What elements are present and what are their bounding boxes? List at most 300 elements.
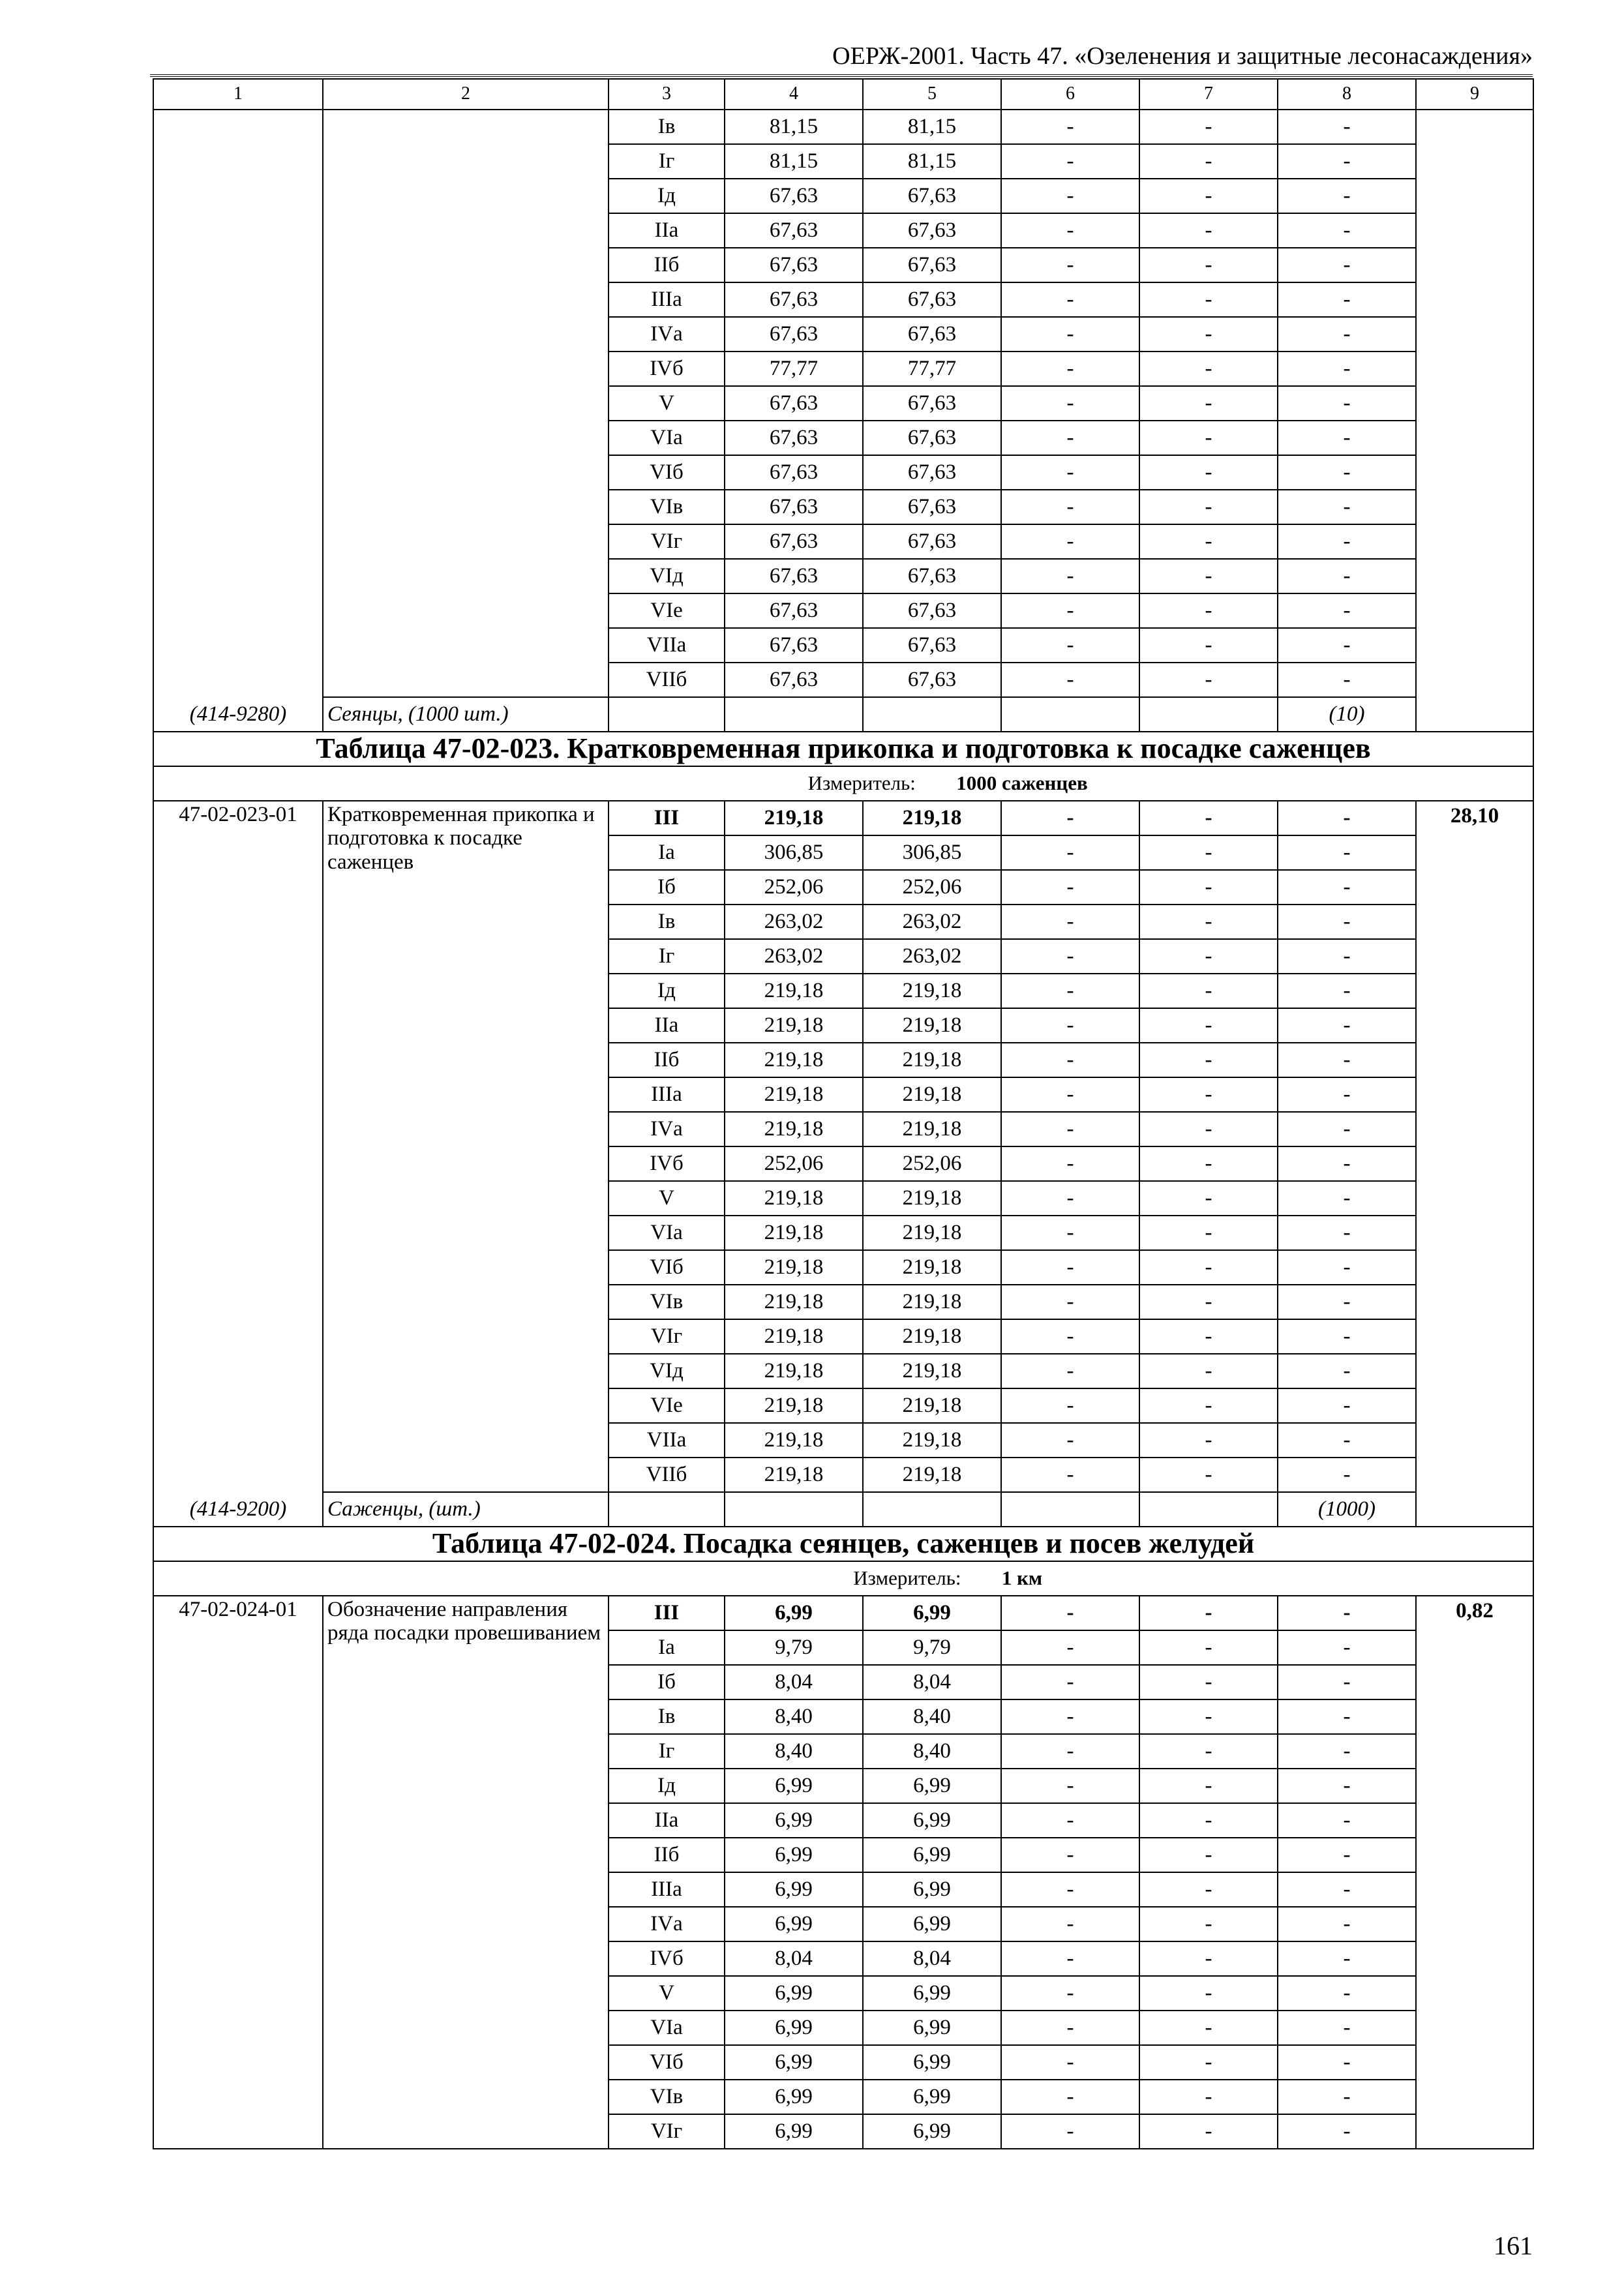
machine-cell: - (1001, 1008, 1139, 1043)
driver-wage-cell: - (1139, 144, 1278, 179)
empty-cell (609, 697, 725, 732)
wage-cell: 6,99 (863, 1907, 1001, 1941)
total-cost-cell: 67,63 (725, 317, 863, 352)
empty-cell (863, 1492, 1001, 1527)
zone-cell: VIа (609, 1216, 725, 1250)
code-cell (153, 1596, 323, 2149)
machine-cell: - (1001, 835, 1139, 870)
zone-cell: IVа (609, 317, 725, 352)
wage-cell: 6,99 (863, 1838, 1001, 1872)
total-cost-cell: 219,18 (725, 1423, 863, 1458)
zone-cell: Iб (609, 1665, 725, 1699)
zone-cell: III (609, 801, 725, 835)
total-cost-cell: 67,63 (725, 421, 863, 455)
column-number: 4 (725, 79, 863, 110)
driver-wage-cell: - (1139, 1699, 1278, 1734)
zone-cell: IIб (609, 1043, 725, 1077)
wage-cell: 219,18 (863, 1077, 1001, 1112)
driver-wage-cell: - (1139, 1146, 1278, 1181)
wage-cell: 67,63 (863, 663, 1001, 697)
resource-row (153, 1492, 1533, 1527)
driver-wage-cell: - (1139, 1077, 1278, 1112)
wage-cell: 219,18 (863, 1319, 1001, 1354)
zone-cell: IIа (609, 1803, 725, 1838)
wage-cell: 219,18 (863, 1388, 1001, 1423)
total-cost-cell: 219,18 (725, 1285, 863, 1319)
driver-wage-cell: - (1139, 1803, 1278, 1838)
driver-wage-cell: - (1139, 1008, 1278, 1043)
wage-cell: 263,02 (863, 939, 1001, 974)
zone-cell: VIа (609, 421, 725, 455)
wage-cell: 8,04 (863, 1665, 1001, 1699)
wage-cell: 219,18 (863, 1043, 1001, 1077)
driver-wage-cell: - (1139, 593, 1278, 628)
materials-cell: - (1278, 939, 1416, 974)
machine-cell: - (1001, 1976, 1139, 2011)
wage-cell: 6,99 (863, 1976, 1001, 2011)
machine-cell: - (1001, 905, 1139, 939)
wage-cell: 67,63 (863, 179, 1001, 213)
driver-wage-cell: - (1139, 248, 1278, 282)
machine-cell: - (1001, 1769, 1139, 1803)
resource-name-cell (323, 697, 609, 732)
wage-cell: 8,40 (863, 1699, 1001, 1734)
zone-cell: III (609, 1596, 725, 1630)
column-number-row (153, 79, 1533, 110)
materials-cell: - (1278, 801, 1416, 835)
wage-cell: 219,18 (863, 974, 1001, 1008)
machine-cell: - (1001, 1907, 1139, 1941)
wage-cell: 219,18 (863, 1250, 1001, 1285)
wage-cell: 77,77 (863, 352, 1001, 386)
materials-cell: - (1278, 593, 1416, 628)
zone-cell: Iа (609, 1630, 725, 1665)
driver-wage-cell: - (1139, 628, 1278, 663)
materials-cell: - (1278, 1458, 1416, 1492)
wage-cell: 67,63 (863, 282, 1001, 317)
driver-wage-cell: - (1139, 1250, 1278, 1285)
rate-description: Кратковременная прикопка и подготовка к посадке саженцев (327, 803, 595, 874)
total-cost-cell: 9,79 (725, 1630, 863, 1665)
description-cell (323, 801, 609, 1492)
table-title: Таблица 47-02-024. Посадка сеянцев, саженцев и посев желудей (153, 1527, 1533, 1561)
materials-cell: - (1278, 1285, 1416, 1319)
machine-cell: - (1001, 1388, 1139, 1423)
driver-wage-cell: - (1139, 317, 1278, 352)
labor-cell (1416, 110, 1533, 732)
materials-cell: - (1278, 1354, 1416, 1388)
machine-cell: - (1001, 1043, 1139, 1077)
driver-wage-cell: - (1139, 1769, 1278, 1803)
driver-wage-cell: - (1139, 2045, 1278, 2080)
wage-cell: 219,18 (863, 1458, 1001, 1492)
materials-cell: - (1278, 1907, 1416, 1941)
machine-cell: - (1001, 939, 1139, 974)
column-number: 5 (863, 79, 1001, 110)
materials-cell: - (1278, 1838, 1416, 1872)
measure-cell (153, 766, 1533, 801)
materials-cell: - (1278, 213, 1416, 248)
wage-cell: 67,63 (863, 455, 1001, 490)
driver-wage-cell: - (1139, 559, 1278, 593)
driver-wage-cell: - (1139, 2114, 1278, 2149)
wage-cell: 219,18 (863, 1181, 1001, 1216)
zone-cell: VIд (609, 1354, 725, 1388)
materials-cell: - (1278, 2114, 1416, 2149)
column-number: 8 (1278, 79, 1416, 110)
materials-cell: - (1278, 1596, 1416, 1630)
resource-quantity: (1000) (1318, 1497, 1376, 1521)
wage-cell: 6,99 (863, 2045, 1001, 2080)
zone-cell: VIе (609, 1388, 725, 1423)
column-number: 3 (609, 79, 725, 110)
driver-wage-cell: - (1139, 974, 1278, 1008)
driver-wage-cell: - (1139, 870, 1278, 905)
total-cost-cell: 6,99 (725, 1596, 863, 1630)
total-cost-cell: 6,99 (725, 2045, 863, 2080)
resource-qty-cell (1278, 697, 1416, 732)
machine-cell: - (1001, 1630, 1139, 1665)
wage-cell: 67,63 (863, 248, 1001, 282)
machine-cell: - (1001, 1699, 1139, 1734)
materials-cell: - (1278, 455, 1416, 490)
wage-cell: 219,18 (863, 1008, 1001, 1043)
total-cost-cell: 6,99 (725, 1976, 863, 2011)
driver-wage-cell: - (1139, 1907, 1278, 1941)
wage-cell: 6,99 (863, 1872, 1001, 1907)
wage-cell: 9,79 (863, 1630, 1001, 1665)
driver-wage-cell: - (1139, 213, 1278, 248)
driver-wage-cell: - (1139, 663, 1278, 697)
zone-cell: Iб (609, 870, 725, 905)
description-cell (323, 110, 609, 697)
driver-wage-cell: - (1139, 1872, 1278, 1907)
driver-wage-cell: - (1139, 1181, 1278, 1216)
machine-cell: - (1001, 1285, 1139, 1319)
total-cost-cell: 67,63 (725, 593, 863, 628)
total-cost-cell: 67,63 (725, 179, 863, 213)
machine-cell: - (1001, 974, 1139, 1008)
zone-cell: VIIб (609, 663, 725, 697)
resource-name: Саженцы, (шт.) (327, 1497, 481, 1521)
driver-wage-cell: - (1139, 1976, 1278, 2011)
materials-cell: - (1278, 1423, 1416, 1458)
machine-cell: - (1001, 2114, 1139, 2149)
resource-qty-cell (1278, 1492, 1416, 1527)
zone-cell: IVа (609, 1907, 725, 1941)
zone-cell: IIа (609, 1008, 725, 1043)
machine-cell: - (1001, 663, 1139, 697)
zone-cell: VIб (609, 1250, 725, 1285)
wage-cell: 6,99 (863, 1596, 1001, 1630)
total-cost-cell: 8,40 (725, 1699, 863, 1734)
measure-value: 1000 саженцев (956, 771, 1088, 795)
total-cost-cell: 219,18 (725, 1388, 863, 1423)
machine-cell: - (1001, 801, 1139, 835)
materials-cell: - (1278, 1112, 1416, 1146)
materials-cell: - (1278, 870, 1416, 905)
total-cost-cell: 67,63 (725, 213, 863, 248)
zone-cell: IIб (609, 1838, 725, 1872)
wage-cell: 67,63 (863, 559, 1001, 593)
measure-row (153, 766, 1533, 801)
zone-cell: IIIа (609, 282, 725, 317)
total-cost-cell: 6,99 (725, 2011, 863, 2045)
materials-cell: - (1278, 1941, 1416, 1976)
driver-wage-cell: - (1139, 1596, 1278, 1630)
materials-cell: - (1278, 2080, 1416, 2114)
wage-cell: 219,18 (863, 1112, 1001, 1146)
materials-cell: - (1278, 1388, 1416, 1423)
materials-cell: - (1278, 386, 1416, 421)
machine-cell: - (1001, 2045, 1139, 2080)
rate-description: Обозначение направления ряда посадки провешиванием (327, 1598, 601, 1645)
total-cost-cell: 67,63 (725, 455, 863, 490)
machine-cell: - (1001, 1077, 1139, 1112)
machine-cell: - (1001, 1112, 1139, 1146)
wage-cell: 81,15 (863, 144, 1001, 179)
wage-cell: 67,63 (863, 213, 1001, 248)
page-number: 161 (1494, 2231, 1533, 2260)
wage-cell: 67,63 (863, 628, 1001, 663)
machine-cell: - (1001, 1354, 1139, 1388)
table-title: Таблица 47-02-023. Кратковременная прикопка и подготовка к посадке саженцев (153, 732, 1533, 766)
wage-cell: 219,18 (863, 1423, 1001, 1458)
driver-wage-cell: - (1139, 1354, 1278, 1388)
driver-wage-cell: - (1139, 2011, 1278, 2045)
materials-cell: - (1278, 2011, 1416, 2045)
wage-cell: 8,04 (863, 1941, 1001, 1976)
zone-cell: VIIа (609, 628, 725, 663)
wage-cell: 6,99 (863, 2080, 1001, 2114)
driver-wage-cell: - (1139, 352, 1278, 386)
total-cost-cell: 67,63 (725, 248, 863, 282)
wage-cell: 219,18 (863, 1285, 1001, 1319)
machine-cell: - (1001, 1838, 1139, 1872)
zone-cell: VIв (609, 490, 725, 524)
table-title-row (153, 732, 1533, 766)
total-cost-cell: 6,99 (725, 1907, 863, 1941)
materials-cell: - (1278, 663, 1416, 697)
empty-cell (863, 697, 1001, 732)
wage-cell: 306,85 (863, 835, 1001, 870)
machine-cell: - (1001, 386, 1139, 421)
rate-code: 47-02-023-01 (179, 803, 297, 826)
total-cost-cell: 67,63 (725, 663, 863, 697)
zone-cell: IIIа (609, 1077, 725, 1112)
machine-cell: - (1001, 317, 1139, 352)
total-cost-cell: 67,63 (725, 490, 863, 524)
wage-cell: 219,18 (863, 1216, 1001, 1250)
driver-wage-cell: - (1139, 1941, 1278, 1976)
machine-cell: - (1001, 248, 1139, 282)
machine-cell: - (1001, 870, 1139, 905)
driver-wage-cell: - (1139, 1112, 1278, 1146)
machine-cell: - (1001, 1319, 1139, 1354)
materials-cell: - (1278, 1976, 1416, 2011)
total-cost-cell: 219,18 (725, 1250, 863, 1285)
column-number: 2 (323, 79, 609, 110)
materials-cell: - (1278, 1319, 1416, 1354)
machine-cell: - (1001, 1803, 1139, 1838)
materials-cell: - (1278, 248, 1416, 282)
zone-cell: VIд (609, 559, 725, 593)
total-cost-cell: 8,40 (725, 1734, 863, 1769)
materials-cell: - (1278, 1146, 1416, 1181)
measure-label: Измеритель: (853, 1566, 961, 1590)
zone-cell: V (609, 1181, 725, 1216)
zone-cell: VIа (609, 2011, 725, 2045)
machine-cell: - (1001, 282, 1139, 317)
zone-cell: VIе (609, 593, 725, 628)
wage-cell: 263,02 (863, 905, 1001, 939)
materials-cell: - (1278, 628, 1416, 663)
code-cell (153, 801, 323, 1527)
materials-cell: - (1278, 524, 1416, 559)
machine-cell: - (1001, 110, 1139, 144)
materials-cell: - (1278, 974, 1416, 1008)
driver-wage-cell: - (1139, 524, 1278, 559)
machine-cell: - (1001, 2080, 1139, 2114)
total-cost-cell: 306,85 (725, 835, 863, 870)
column-number: 7 (1139, 79, 1278, 110)
total-cost-cell: 219,18 (725, 1354, 863, 1388)
zone-cell: Iд (609, 179, 725, 213)
description-cell (323, 1596, 609, 2149)
rate-row (153, 1596, 1533, 1630)
total-cost-cell: 252,06 (725, 870, 863, 905)
total-cost-cell: 8,04 (725, 1665, 863, 1699)
zone-cell: VIг (609, 524, 725, 559)
materials-cell: - (1278, 1803, 1416, 1838)
machine-cell: - (1001, 1423, 1139, 1458)
machine-cell: - (1001, 1665, 1139, 1699)
driver-wage-cell: - (1139, 2080, 1278, 2114)
wage-cell: 8,40 (863, 1734, 1001, 1769)
total-cost-cell: 67,63 (725, 386, 863, 421)
page-header (150, 40, 1533, 77)
zone-cell: IIIа (609, 1872, 725, 1907)
measure-cell (153, 1561, 1533, 1596)
document-title: ОЕРЖ-2001. Часть 47. «Озеленения и защитные лесонасаждения» (832, 42, 1533, 70)
driver-wage-cell: - (1139, 110, 1278, 144)
materials-cell: - (1278, 835, 1416, 870)
empty-cell (1001, 697, 1139, 732)
total-cost-cell: 263,02 (725, 939, 863, 974)
machine-cell: - (1001, 559, 1139, 593)
total-cost-cell: 67,63 (725, 524, 863, 559)
machine-cell: - (1001, 1941, 1139, 1976)
labor-cell: 0,82 (1416, 1596, 1533, 2149)
machine-cell: - (1001, 421, 1139, 455)
machine-cell: - (1001, 593, 1139, 628)
driver-wage-cell: - (1139, 1630, 1278, 1665)
total-cost-cell: 219,18 (725, 1077, 863, 1112)
empty-cell (725, 697, 863, 732)
measure-row (153, 1561, 1533, 1596)
machine-cell: - (1001, 1216, 1139, 1250)
materials-cell: - (1278, 1872, 1416, 1907)
zone-cell: VIIб (609, 1458, 725, 1492)
empty-cell (1001, 1492, 1139, 1527)
empty-cell (1139, 697, 1278, 732)
machine-cell: - (1001, 524, 1139, 559)
machine-cell: - (1001, 352, 1139, 386)
driver-wage-cell: - (1139, 282, 1278, 317)
materials-cell: - (1278, 1008, 1416, 1043)
table-title-row (153, 1527, 1533, 1561)
measure-value: 1 км (1001, 1566, 1043, 1590)
materials-cell: - (1278, 1181, 1416, 1216)
driver-wage-cell: - (1139, 1216, 1278, 1250)
total-cost-cell: 67,63 (725, 628, 863, 663)
materials-cell: - (1278, 1699, 1416, 1734)
materials-cell: - (1278, 421, 1416, 455)
materials-cell: - (1278, 1630, 1416, 1665)
zone-cell: Iг (609, 1734, 725, 1769)
rates-table (153, 78, 1534, 2149)
driver-wage-cell: - (1139, 1423, 1278, 1458)
driver-wage-cell: - (1139, 835, 1278, 870)
driver-wage-cell: - (1139, 1388, 1278, 1423)
total-cost-cell: 81,15 (725, 110, 863, 144)
zone-cell: Iг (609, 144, 725, 179)
materials-cell: - (1278, 317, 1416, 352)
wage-cell: 67,63 (863, 421, 1001, 455)
driver-wage-cell: - (1139, 905, 1278, 939)
driver-wage-cell: - (1139, 1043, 1278, 1077)
total-cost-cell: 77,77 (725, 352, 863, 386)
resource-name-cell (323, 1492, 609, 1527)
materials-cell: - (1278, 1769, 1416, 1803)
driver-wage-cell: - (1139, 1734, 1278, 1769)
driver-wage-cell: - (1139, 490, 1278, 524)
zone-cell: IVб (609, 1146, 725, 1181)
zone-cell: VIв (609, 2080, 725, 2114)
total-cost-cell: 6,99 (725, 1769, 863, 1803)
machine-cell: - (1001, 1596, 1139, 1630)
resource-row (153, 697, 1533, 732)
zone-cell: IIб (609, 248, 725, 282)
total-cost-cell: 6,99 (725, 1803, 863, 1838)
driver-wage-cell: - (1139, 1838, 1278, 1872)
total-cost-cell: 219,18 (725, 1112, 863, 1146)
driver-wage-cell: - (1139, 386, 1278, 421)
materials-cell: - (1278, 110, 1416, 144)
zone-cell: IVб (609, 352, 725, 386)
total-cost-cell: 67,63 (725, 282, 863, 317)
wage-cell: 219,18 (863, 801, 1001, 835)
zone-cell: Iа (609, 835, 725, 870)
machine-cell: - (1001, 144, 1139, 179)
total-cost-cell: 219,18 (725, 1181, 863, 1216)
zone-cell: Iд (609, 974, 725, 1008)
machine-cell: - (1001, 490, 1139, 524)
machine-cell: - (1001, 179, 1139, 213)
wage-cell: 219,18 (863, 1354, 1001, 1388)
total-cost-cell: 219,18 (725, 801, 863, 835)
materials-cell: - (1278, 1077, 1416, 1112)
zone-cell: Iв (609, 110, 725, 144)
materials-cell: - (1278, 905, 1416, 939)
driver-wage-cell: - (1139, 421, 1278, 455)
machine-cell: - (1001, 1458, 1139, 1492)
driver-wage-cell: - (1139, 1458, 1278, 1492)
machine-cell: - (1001, 455, 1139, 490)
driver-wage-cell: - (1139, 801, 1278, 835)
wage-cell: 67,63 (863, 490, 1001, 524)
machine-cell: - (1001, 628, 1139, 663)
